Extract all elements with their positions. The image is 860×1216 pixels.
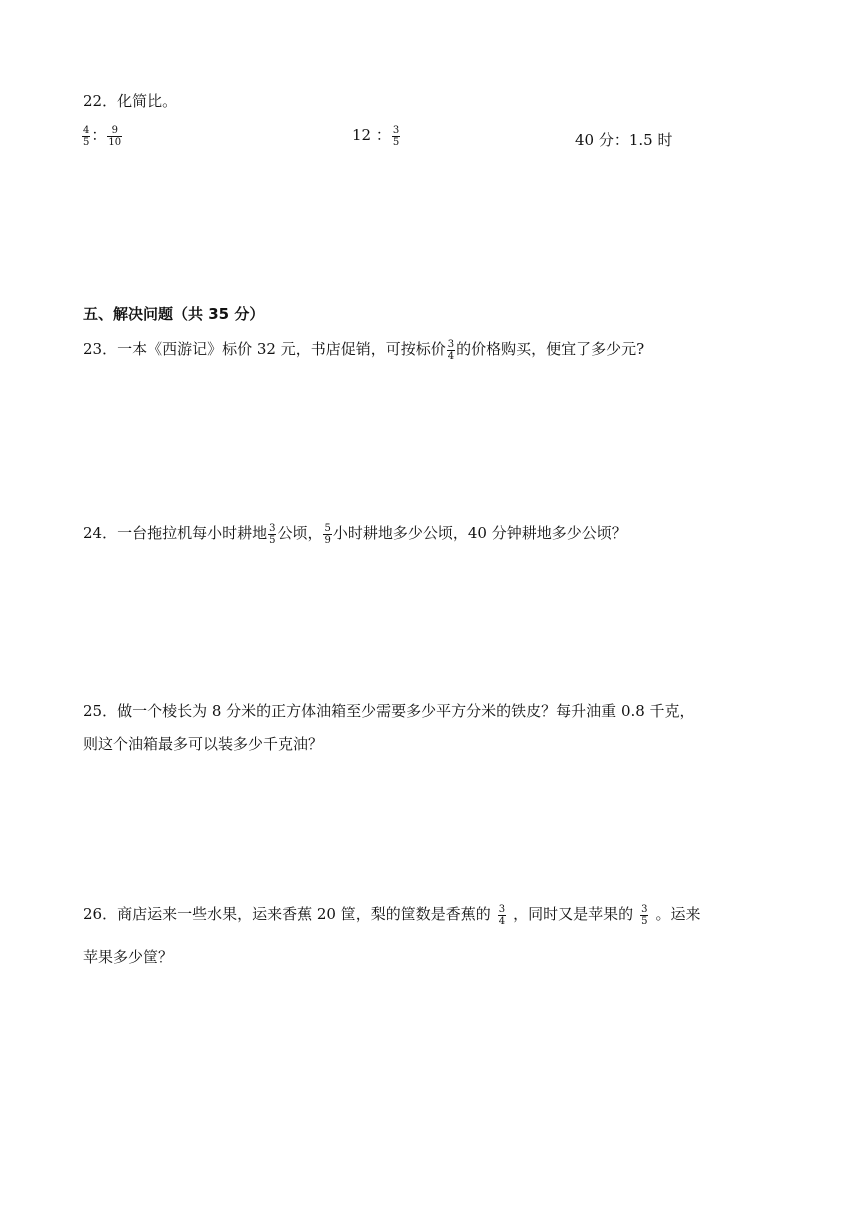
q22-item-3: 40 分：1.5 时 [575, 131, 673, 149]
question-25-line-2: 则这个油箱最多可以装多少千克油？ [83, 735, 324, 753]
section-5-title: 五、解决问题（共 35 分） [83, 305, 265, 323]
fraction: $\frac{3}{5}$ [641, 903, 648, 927]
fraction: $\frac{3}{5}$ [269, 522, 276, 546]
ratio-lead: 12 ： [352, 126, 391, 144]
fraction: $\frac{3}{4}$ [447, 338, 455, 362]
question-26-line-2: 苹果多少筐？ [83, 948, 174, 966]
question-26-line-1: 26．商店运来一些水果，运来香蕉 20 筐，梨的筐数是香蕉的 $\frac{3}{4}$ ，同时又是苹果的 $\frac{3}{5}$ 。运来 [83, 903, 701, 927]
question-24: 24．一台拖拉机每小时耕地 $\frac{3}{5}$ 公顷， $\frac{5}{9}$ 小时耕地多少公顷，40 分钟耕地多少公顷？ [83, 522, 627, 546]
fraction: $\frac{4}{5}$ [83, 124, 90, 148]
fraction: $\frac{3}{4}$ [498, 903, 506, 927]
q22-item-1 [81, 124, 123, 148]
ratio-colon: ： [91, 126, 107, 144]
fraction: $\frac{3}{5}$ [392, 124, 400, 148]
fraction: $\frac{9}{10}$ [108, 124, 122, 148]
question-22-title: 22．化简比。 [83, 92, 178, 110]
q22-item-2 [352, 124, 401, 148]
fraction: $\frac{5}{9}$ [324, 522, 331, 546]
question-23: 23．一本《西游记》标价 32 元，书店促销，可按标价 $\frac{3}{4}$ 的价格购买，便宜了多少元? [83, 338, 645, 362]
question-25-line-1: 25．做一个棱长为 8 分米的正方体油箱至少需要多少平方分米的铁皮？每升油重 0.8 千克， [83, 702, 695, 720]
